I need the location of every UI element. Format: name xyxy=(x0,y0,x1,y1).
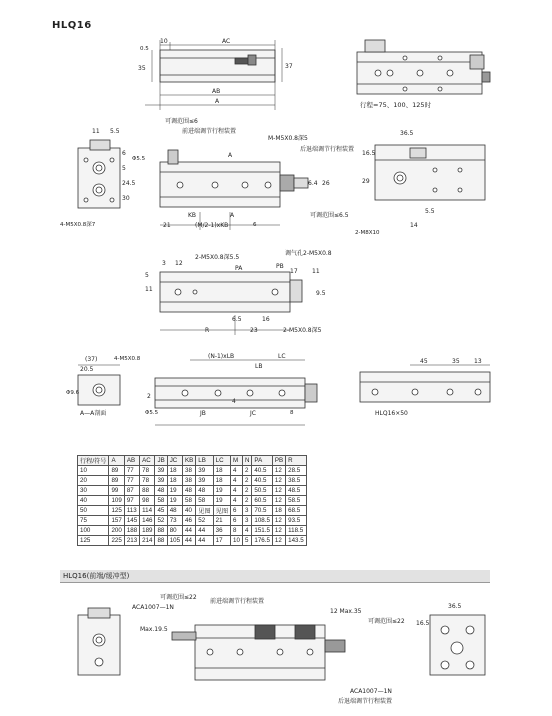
table-cell: 151.5 xyxy=(252,526,272,536)
table-cell: 18 xyxy=(213,466,230,476)
dim-ac: AC xyxy=(222,38,231,45)
th-stroke: 行程/符号 xyxy=(78,456,109,466)
note-adj22b: 可调范围≤22 xyxy=(368,618,405,625)
table-cell: 87 xyxy=(124,486,139,496)
table-cell: 45 xyxy=(155,506,167,516)
table-cell: 12 xyxy=(272,486,285,496)
table-cell: 58.5 xyxy=(286,496,306,506)
spec-table xyxy=(77,455,307,546)
note-aca-a: ACA1007—1N xyxy=(132,604,174,611)
table-cell: 39 xyxy=(196,466,213,476)
table-cell: 52 xyxy=(196,516,213,526)
table-cell: 4 xyxy=(242,526,251,536)
note-m-thread: M-M5X0.8深5 xyxy=(268,135,308,142)
table-cell: 88 xyxy=(155,526,167,536)
table-cell: 5 xyxy=(242,536,251,546)
dim-21: 21 xyxy=(163,222,171,229)
table-cell: 73 xyxy=(167,516,182,526)
table-cell: 2 xyxy=(242,466,251,476)
table-cell: 12 xyxy=(272,536,285,546)
table-cell: 12 xyxy=(272,466,285,476)
dim-14: 14 xyxy=(410,222,418,229)
table-cell: 18 xyxy=(272,506,285,516)
dim-n-lb: (N-1)xLB xyxy=(208,353,235,360)
dim-4-m5: 4-M5X0.8 xyxy=(114,356,141,362)
page-title: HLQ16 xyxy=(52,20,92,31)
table-cell: 48 xyxy=(155,486,167,496)
th-jc: JC xyxy=(167,456,182,466)
table-cell: 18 xyxy=(213,476,230,486)
stroke-note: 行程=75、100、125时 xyxy=(360,101,432,109)
table-cell: 100 xyxy=(78,526,109,536)
dim-5: 5 xyxy=(122,165,126,172)
dim-m8: 2-M8X10 xyxy=(355,230,380,236)
table-cell: 48 xyxy=(183,486,196,496)
table-cell: 213 xyxy=(124,536,139,546)
th-ab: AB xyxy=(124,456,139,466)
section-aa-label: A—A剖面 xyxy=(80,410,107,417)
dim-ab: AB xyxy=(212,88,221,95)
table-cell: 48 xyxy=(196,486,213,496)
dim-5-p: 5 xyxy=(145,272,149,279)
table-cell: 6 xyxy=(231,516,243,526)
section2-title: HLQ16(前端/缓冲型) xyxy=(63,572,130,580)
table-cell: 39 xyxy=(155,476,167,486)
th-pb: PB xyxy=(272,456,285,466)
table-cell: 见图 xyxy=(213,506,230,516)
table-cell: 28.5 xyxy=(286,466,306,476)
th-pa: PA xyxy=(252,456,272,466)
dim-phi9-6: Φ9.6 xyxy=(66,390,80,396)
table-cell: 4 xyxy=(231,466,243,476)
table-cell: 12 xyxy=(272,516,285,526)
table-cell: 143.5 xyxy=(286,536,306,546)
table-cell: 214 xyxy=(140,536,155,546)
table-cell: 125 xyxy=(109,506,124,516)
dim-11-p: 11 xyxy=(145,286,153,293)
dim-lb: LB xyxy=(255,363,263,370)
note-adj22a: 可调范围≤22 xyxy=(160,594,197,601)
table-cell: 8 xyxy=(231,526,243,536)
th-ac: AC xyxy=(140,456,155,466)
table-cell: 20 xyxy=(78,476,109,486)
table-cell: 88 xyxy=(140,486,155,496)
table-cell: 88 xyxy=(155,536,167,546)
th-r: R xyxy=(286,456,306,466)
dim-m-kb: (M/2-1)xKB xyxy=(195,222,229,229)
table-row xyxy=(78,476,307,486)
dim-0-5: 0.5 xyxy=(140,46,149,52)
model-label: HLQ16×50 xyxy=(375,410,408,417)
dim-23: 23 xyxy=(250,327,258,334)
dim-30: 30 xyxy=(122,195,130,202)
th-lc: LC xyxy=(213,456,230,466)
table-row xyxy=(78,526,307,536)
dim-16-5: 16.5 xyxy=(362,150,376,157)
table-cell: 19 xyxy=(167,486,182,496)
table-cell: 189 xyxy=(140,526,155,536)
table-cell: 12 xyxy=(272,476,285,486)
note-fwd-adjust: 前进端调节行程装置 xyxy=(182,128,237,135)
th-m: M xyxy=(231,456,243,466)
table-cell: 89 xyxy=(109,476,124,486)
note-adj-range-2: 可调范围≤6.5 xyxy=(310,212,349,219)
dim-35: 35 xyxy=(138,65,146,72)
table-cell: 176.5 xyxy=(252,536,272,546)
dim-4-b: 4 xyxy=(232,398,236,405)
table-cell: 157 xyxy=(109,516,124,526)
dim-phi5-5-b: Φ5.5 xyxy=(145,410,159,416)
table-cell: 125 xyxy=(78,536,109,546)
table-cell: 58 xyxy=(183,496,196,506)
table-cell: 44 xyxy=(196,536,213,546)
note-adj-range: 可调范围≤6 xyxy=(165,118,198,125)
note-ports: 2-M5X0.8深5.5 xyxy=(195,254,240,261)
table-cell: 44 xyxy=(183,526,196,536)
table-cell: 70.5 xyxy=(252,506,272,516)
dim-9-5: 9.5 xyxy=(316,290,326,297)
table-cell: 50 xyxy=(78,506,109,516)
table-cell: 146 xyxy=(140,516,155,526)
th-lb: LB xyxy=(196,456,213,466)
dim-17: 17 xyxy=(290,268,298,275)
dim-a: A xyxy=(215,98,220,105)
th-jb: JB xyxy=(155,456,167,466)
th-a: A xyxy=(109,456,124,466)
table-cell: 19 xyxy=(167,496,182,506)
table-cell: 6 xyxy=(231,506,243,516)
mid-right-body xyxy=(375,145,485,200)
table-cell: 39 xyxy=(196,476,213,486)
table-cell: 2 xyxy=(242,486,251,496)
table-cell: 10 xyxy=(231,536,243,546)
table-cell: 40.5 xyxy=(252,476,272,486)
dim-6: 6 xyxy=(122,150,126,157)
dim-29: 29 xyxy=(362,178,370,185)
note-fwd: 前进端调节行程装置 xyxy=(210,598,265,605)
note-back: 后退端调节行程装置 xyxy=(338,698,393,705)
table-cell: 40.5 xyxy=(252,466,272,476)
note-ports-2: 2-M5X0.8深5 xyxy=(283,327,322,334)
table-cell: 30 xyxy=(78,486,109,496)
table-row xyxy=(78,496,307,506)
table-cell: 75 xyxy=(78,516,109,526)
dim-45: 45 xyxy=(420,358,428,365)
dim-37-aa: (37) xyxy=(85,356,98,363)
table-cell: 48 xyxy=(167,506,182,516)
note-back-adjust: 后退端调节行程装置 xyxy=(300,146,355,153)
top-front-body xyxy=(160,50,275,82)
table-cell: 44 xyxy=(196,526,213,536)
table-cell: 见图 xyxy=(196,506,213,516)
table-cell: 40 xyxy=(78,496,109,506)
table-cell: 109 xyxy=(109,496,124,506)
table-cell: 36 xyxy=(213,526,230,536)
table-cell: 77 xyxy=(124,466,139,476)
dim-37: 37 xyxy=(285,63,293,70)
table-cell: 97 xyxy=(124,496,139,506)
table-cell: 105 xyxy=(167,536,182,546)
table-cell: 78 xyxy=(140,466,155,476)
dim-6-deep: 6 xyxy=(253,222,257,228)
table-cell: 68.5 xyxy=(286,506,306,516)
dim-pa: PA xyxy=(235,265,243,272)
table-cell: 80 xyxy=(167,526,182,536)
table-cell: 3 xyxy=(242,506,251,516)
table-cell: 58 xyxy=(155,496,167,506)
table-row xyxy=(78,506,307,516)
table-cell: 113 xyxy=(124,506,139,516)
dim-a-mid: A xyxy=(228,152,233,159)
table-cell: 4 xyxy=(231,496,243,506)
dim-jc: JC xyxy=(250,410,256,417)
dim-35-b: 35 xyxy=(452,358,460,365)
note-max19: Max.19.5 xyxy=(140,626,168,633)
table-cell: 52 xyxy=(155,516,167,526)
note-air-hole: 调气孔2-M5X0.8 xyxy=(285,250,332,257)
side-thread: 4-M5X0.8深7 xyxy=(60,222,96,228)
table-cell: 118.5 xyxy=(286,526,306,536)
dim-24-5: 24.5 xyxy=(122,180,136,187)
table-cell: 99 xyxy=(109,486,124,496)
table-cell: 108.5 xyxy=(252,516,272,526)
table-cell: 93.5 xyxy=(286,516,306,526)
dim-36-5: 36.5 xyxy=(400,130,414,137)
table-cell: 38 xyxy=(183,466,196,476)
table-cell: 18 xyxy=(167,476,182,486)
table-cell: 50.5 xyxy=(252,486,272,496)
table-cell: 38 xyxy=(183,476,196,486)
table-cell: 40 xyxy=(183,506,196,516)
dim-2: 2 xyxy=(147,393,151,400)
dim-26: 26 xyxy=(322,180,330,187)
th-n: N xyxy=(242,456,251,466)
dim-5-5: 5.5 xyxy=(110,128,120,135)
table-cell: 19 xyxy=(213,486,230,496)
table-cell: 18 xyxy=(167,466,182,476)
note-aca-b: ACA1007—1N xyxy=(350,688,392,695)
table-cell: 188 xyxy=(124,526,139,536)
dim-16-5-s2: 16.5 xyxy=(416,620,430,627)
dim-lc: LC xyxy=(278,353,286,360)
table-cell: 98 xyxy=(140,496,155,506)
table-cell: 44 xyxy=(183,536,196,546)
note-max35: 12 Max.35 xyxy=(330,608,362,615)
table-row xyxy=(78,536,307,546)
table-cell: 58 xyxy=(196,496,213,506)
table-cell: 10 xyxy=(78,466,109,476)
top-front-slot xyxy=(235,58,249,64)
dim-a-bottom: A xyxy=(230,212,235,219)
dim-20-5: 20.5 xyxy=(80,366,94,373)
table-cell: 78 xyxy=(140,476,155,486)
table-cell: 12 xyxy=(272,526,285,536)
table-cell: 21 xyxy=(213,516,230,526)
table-cell: 114 xyxy=(140,506,155,516)
dim-11: 11 xyxy=(92,128,100,135)
table-cell: 200 xyxy=(109,526,124,536)
dim-8: 8 xyxy=(290,410,294,416)
dim-kb: KB xyxy=(188,212,197,219)
table-cell: 2 xyxy=(242,496,251,506)
table-cell: 17 xyxy=(213,536,230,546)
section2-bar xyxy=(60,570,490,583)
dim-10: 10 xyxy=(160,38,168,45)
table-row xyxy=(78,516,307,526)
dim-5-5-r: 5.5 xyxy=(425,208,435,215)
th-kb: KB xyxy=(183,456,196,466)
dim-3: 3 xyxy=(162,260,166,267)
dim-jb: JB xyxy=(200,410,206,417)
table-cell: 89 xyxy=(109,466,124,476)
dim-36-5-s2: 36.5 xyxy=(448,603,462,610)
bottom-right-body xyxy=(360,372,490,402)
table-cell: 2 xyxy=(242,476,251,486)
dim-r: R xyxy=(205,327,210,334)
table-row xyxy=(78,486,307,496)
dim-phi5-5: Φ5.5 xyxy=(132,156,146,162)
table-row xyxy=(78,466,307,476)
table-cell: 39 xyxy=(155,466,167,476)
dim-6-5: 6.5 xyxy=(232,316,242,323)
table-cell: 19 xyxy=(213,496,230,506)
table-cell: 12 xyxy=(272,496,285,506)
table-cell: 46 xyxy=(183,516,196,526)
table-cell: 4 xyxy=(231,476,243,486)
dim-6-4: 6.4 xyxy=(308,180,318,187)
table-cell: 60.5 xyxy=(252,496,272,506)
table-cell: 4 xyxy=(231,486,243,496)
table-cell: 225 xyxy=(109,536,124,546)
table-header-row xyxy=(78,456,307,466)
dim-11-r: 11 xyxy=(312,268,320,275)
dim-13: 13 xyxy=(474,358,482,365)
table-cell: 145 xyxy=(124,516,139,526)
dim-pb: PB xyxy=(276,263,284,270)
table-cell: 38.5 xyxy=(286,476,306,486)
table-cell: 48.5 xyxy=(286,486,306,496)
dim-16: 16 xyxy=(262,316,270,323)
dim-12: 12 xyxy=(175,260,183,267)
table-cell: 77 xyxy=(124,476,139,486)
table-cell: 3 xyxy=(242,516,251,526)
